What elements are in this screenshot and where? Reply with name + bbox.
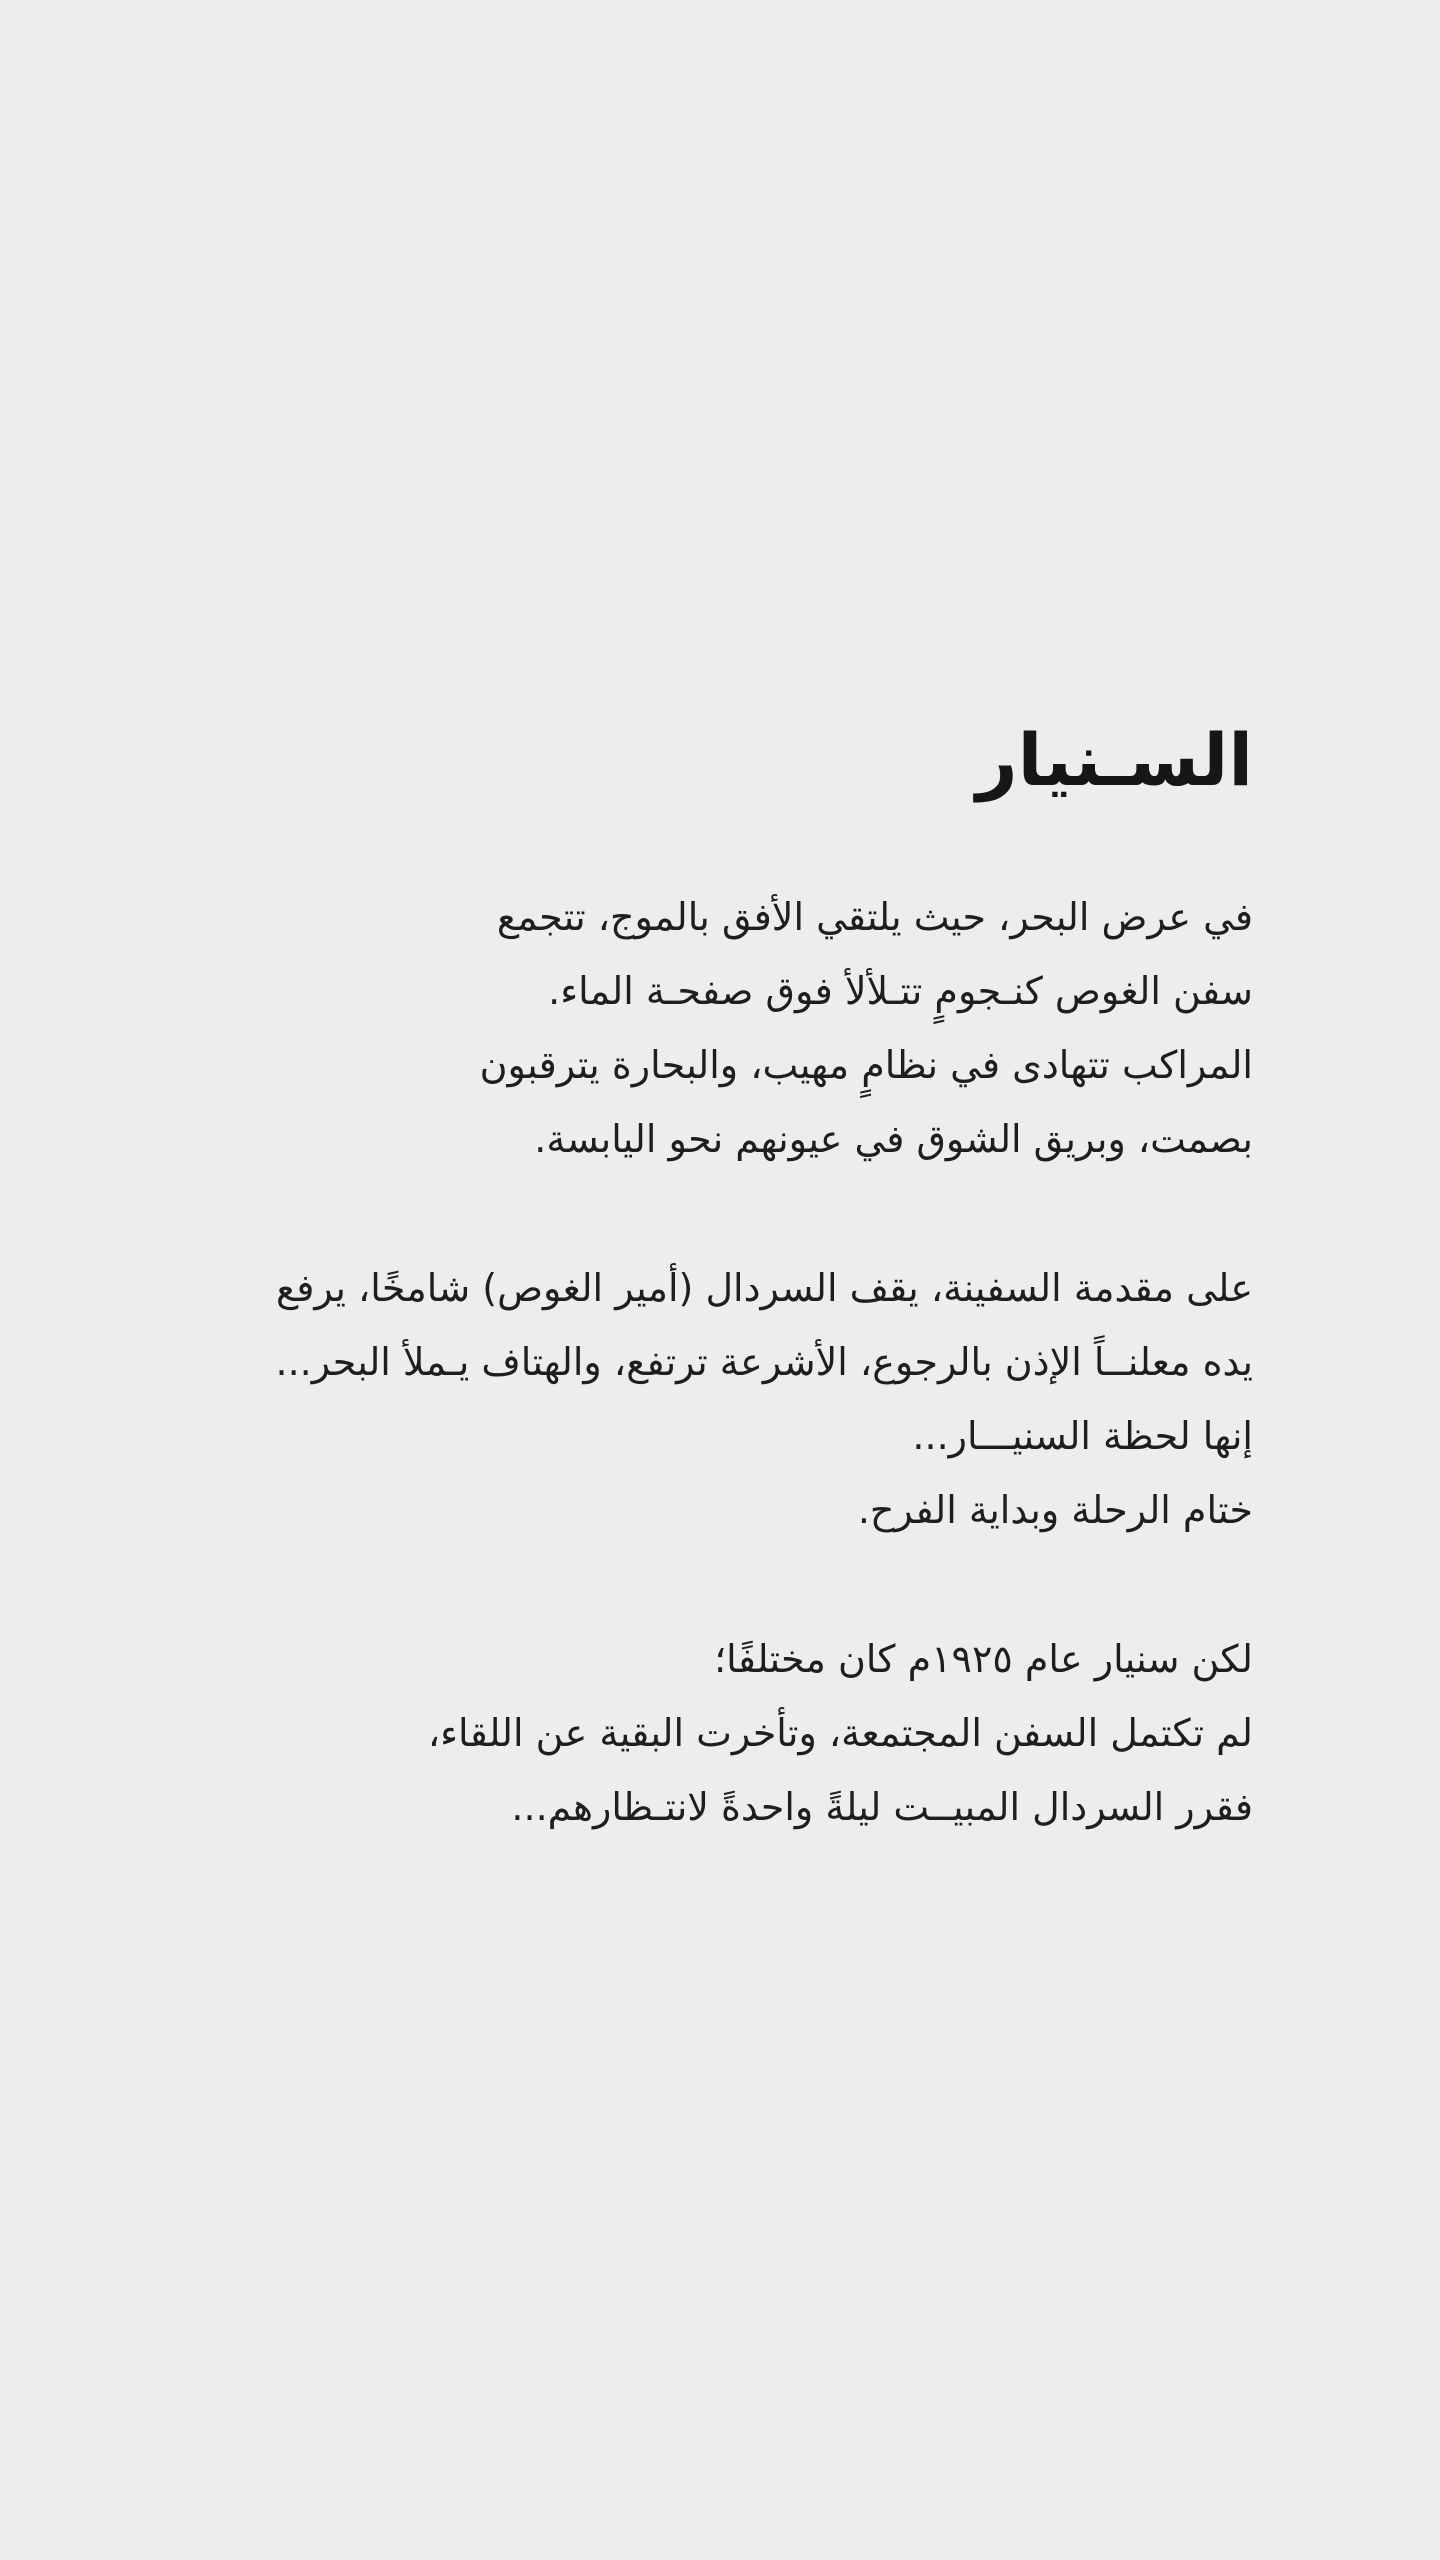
poem-line: ختام الرحلة وبداية الفرح.	[857, 1488, 1253, 1532]
poem-line: إنها لحظة السنيـــار...	[912, 1414, 1253, 1458]
stanza-1	[253, 880, 1253, 1176]
poem-line: فقرر السردال المبيــت ليلةً واحدةً لانتـظارهم...	[511, 1785, 1253, 1829]
poem-line: بصمت، وبريق الشوق في عيونهم نحو اليابسة.	[534, 1117, 1253, 1161]
poem-line: لكن سنيار عام ١٩٢٥م كان مختلفًا؛	[714, 1637, 1253, 1681]
poem-line: في عرض البحر، حيث يلتقي الأفق بالموج، تتجمع	[496, 895, 1253, 939]
poem-content	[253, 700, 1253, 1919]
poem-title: السـنيار	[976, 718, 1253, 802]
poem-line: على مقدمة السفينة، يقف السردال (أمير الغوص) شامخًا، يرفع	[276, 1266, 1253, 1310]
stanza-3	[253, 1622, 1253, 1844]
poem-line: سفن الغوص كنـجومٍ تتـلألأ فوق صفحـة الماء.	[548, 969, 1253, 1013]
poem-line: لم تكتمل السفن المجتمعة، وتأخرت البقية عن اللقاء،	[427, 1711, 1253, 1755]
poem-line: يده معلنــاً الإذن بالرجوع، الأشرعة ترتفع، والهتاف يـملأ البحر...	[275, 1340, 1253, 1384]
poem-line: المراكب تتهادى في نظامٍ مهيب، والبحارة يترقبون	[479, 1043, 1253, 1087]
stanza-2	[253, 1251, 1253, 1547]
